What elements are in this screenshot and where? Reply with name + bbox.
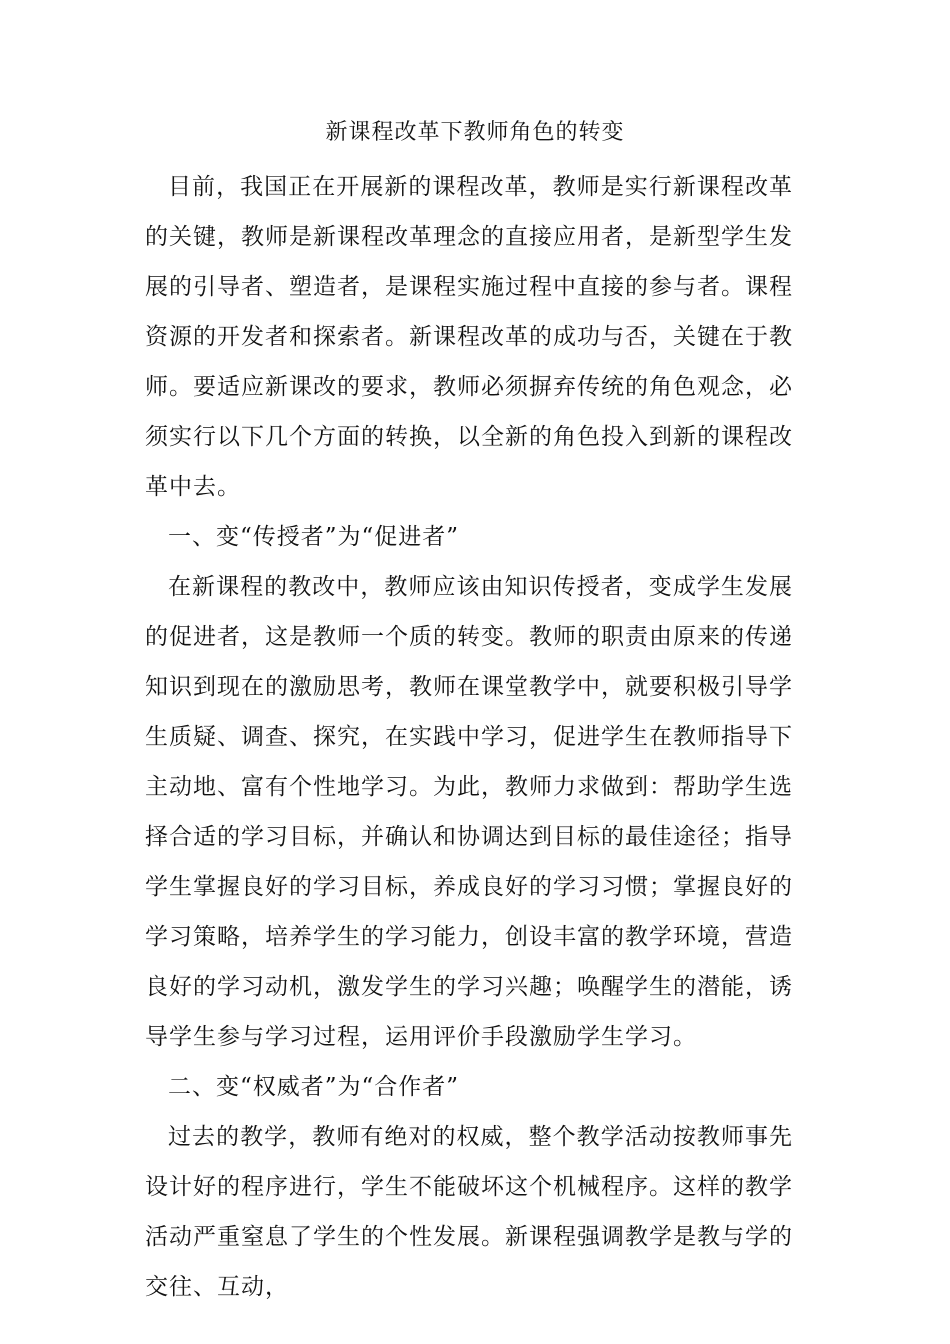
document-title: 新课程改革下教师角色的转变 bbox=[325, 120, 625, 145]
document-body bbox=[145, 162, 793, 1312]
section-2-paragraph: 过去的教学，教师有绝对的权威，整个教学活动按教师事先设计好的程序进行，学生不能破坏这个机械程序。这样的教学活动严重窒息了学生的个性发展。新课程强调教学是教与学的交往、互动， bbox=[145, 1124, 793, 1300]
section-heading-1: 一、变“传授者”为“促进者” bbox=[168, 524, 460, 550]
section-heading-2: 二、变“权威者”为“合作者” bbox=[168, 1074, 460, 1100]
section-1-paragraph: 在新课程的教改中，教师应该由知识传授者，变成学生发展的促进者，这是教师一个质的转变。教师的职责由原来的传递知识到现在的激励思考，教师在课堂教学中，就要积极引导学生质疑、调查、探究，在实践中学习，促进学生在教师指导下主动地、富有个性地学习。为此，教师力求做到：帮助学生选择合适的学习目标，并确认和协调达到目标的最佳途径；指导学生掌握良好的学习目标，养成良好的学习习惯；掌握良好的学习策略，培养学生的学习能力，创设丰富的教学环境，营造良好的学习动机，激发学生的学习兴趣；唤醒学生的潜能，诱导学生参与学习过程，运用评价手段激励学生学习。 bbox=[145, 574, 793, 1050]
intro-paragraph: 目前，我国正在开展新的课程改革，教师是实行新课程改革的关键，教师是新课程改革理念的直接应用者，是新型学生发展的引导者、塑造者，是课程实施过程中直接的参与者。课程资源的开发者和探索者。新课程改革的成功与否，关键在于教师。要适应新课改的要求，教师必须摒弃传统的角色观念，必须实行以下几个方面的转换，以全新的角色投入到新的课程改革中去。 bbox=[145, 174, 793, 500]
